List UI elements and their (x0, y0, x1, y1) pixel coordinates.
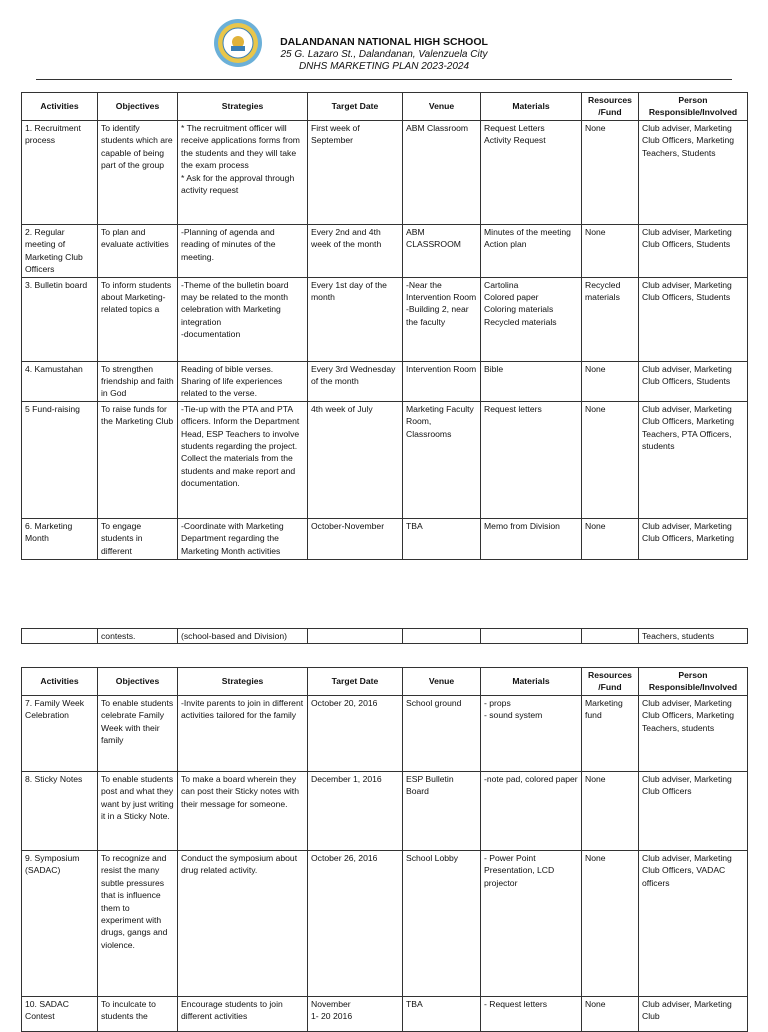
cell-objective: To raise funds for the Marketing Club (98, 401, 178, 518)
table-row (22, 772, 748, 851)
cell-venue: School Lobby (403, 851, 481, 997)
column-header-person-responsible: Person Responsible/Involved (639, 668, 748, 696)
cell-strategy: -Tie-up with the PTA and PTA officers. Inform the Department Head, ESP Teachers to involve students regarding the project. Collect the materials from the students and make report and documentation. (178, 401, 308, 518)
cell-venue: Intervention Room (403, 361, 481, 401)
cell-target-date: Every 3rd Wednesday of the month (308, 361, 403, 401)
column-header-target-date: Target Date (308, 668, 403, 696)
cell-materials: -note pad, colored paper (481, 772, 582, 851)
table-row (22, 121, 748, 225)
table-row (22, 851, 748, 997)
cell-objective: To strengthen friendship and faith in God (98, 361, 178, 401)
table-row (22, 401, 748, 518)
cell-target-date: October 26, 2016 (308, 851, 403, 997)
cell-materials: Memo from Division (481, 518, 582, 559)
cell-strategy: To make a board wherein they can post their Sticky notes with their message for someone. (178, 772, 308, 851)
cell-resources: None (582, 997, 639, 1032)
cell-activity: 5 Fund-raising (22, 401, 98, 518)
cell-target-date: Every 1st day of the month (308, 277, 403, 361)
cell-materials: Request Letters Activity Request (481, 121, 582, 225)
column-header-resources: Resources /Fund (582, 668, 639, 696)
cell-materials: - props - sound system (481, 696, 582, 772)
cell-venue: ESP Bulletin Board (403, 772, 481, 851)
school-name: DALANDANAN NATIONAL HIGH SCHOOL (280, 36, 488, 48)
cell-objective: To identify students which are capable of being part of the group (98, 121, 178, 225)
column-header-resources: Resources /Fund (582, 93, 639, 121)
cell-resources: None (582, 225, 639, 278)
cell-materials (481, 629, 582, 644)
table-row (22, 997, 748, 1032)
column-header-materials: Materials (481, 93, 582, 121)
cell-objective: contests. (98, 629, 178, 644)
marketing-plan-table-1 (21, 92, 748, 560)
column-header-objective: Objectives (98, 93, 178, 121)
table-header-row (22, 93, 748, 121)
cell-materials: Cartolina Colored paper Coloring materials Recycled materials (481, 277, 582, 361)
column-header-target-date: Target Date (308, 93, 403, 121)
cell-resources (582, 629, 639, 644)
cell-person-responsible: Club adviser, Marketing Club Officers, Students (639, 361, 748, 401)
cell-strategy: Reading of bible verses. Sharing of life experiences related to the verse. (178, 361, 308, 401)
cell-strategy: -Planning of agenda and reading of minutes of the meeting. (178, 225, 308, 278)
cell-objective: To enable students celebrate Family Week with their family (98, 696, 178, 772)
cell-materials: Bible (481, 361, 582, 401)
cell-activity: 7. Family Week Celebration (22, 696, 98, 772)
cell-materials: - Request letters (481, 997, 582, 1032)
cell-objective: To engage students in different (98, 518, 178, 559)
school-address: 25 G. Lazaro St., Dalandanan, Valenzuela City (280, 49, 488, 60)
cell-materials: - Power Point Presentation, LCD projector (481, 851, 582, 997)
cell-target-date: 4th week of July (308, 401, 403, 518)
cell-person-responsible: Club adviser, Marketing Club Officers, Marketing Teachers, Students (639, 121, 748, 225)
cell-target-date: November 1- 20 2016 (308, 997, 403, 1032)
column-header-strategy: Strategies (178, 668, 308, 696)
cell-objective: To inform students about Marketing-related topics a (98, 277, 178, 361)
continuation-row-table (21, 628, 748, 644)
cell-strategy: Encourage students to join different activities (178, 997, 308, 1032)
cell-resources: None (582, 401, 639, 518)
table-row (22, 277, 748, 361)
cell-strategy: Conduct the symposium about drug related activity. (178, 851, 308, 997)
cell-person-responsible: Club adviser, Marketing Club (639, 997, 748, 1032)
column-header-venue: Venue (403, 93, 481, 121)
cell-venue: TBA (403, 997, 481, 1032)
cell-strategy: -Invite parents to join in different activities tailored for the family (178, 696, 308, 772)
column-header-activity: Activities (22, 668, 98, 696)
cell-person-responsible: Club adviser, Marketing Club Officers, Students (639, 225, 748, 278)
cell-objective: To enable students post and what they want by just writing it in a Sticky Note. (98, 772, 178, 851)
cell-resources: None (582, 361, 639, 401)
column-header-activity: Activities (22, 93, 98, 121)
table-row (22, 225, 748, 278)
cell-materials: Minutes of the meeting Action plan (481, 225, 582, 278)
table-row (22, 696, 748, 772)
table-row (22, 518, 748, 559)
cell-person-responsible: Club adviser, Marketing Club Officers, Marketing Teachers, students (639, 696, 748, 772)
header-divider (36, 79, 732, 80)
cell-strategy: -Theme of the bulletin board may be related to the month celebration with Marketing integration -documentation (178, 277, 308, 361)
cell-target-date: December 1, 2016 (308, 772, 403, 851)
column-header-objective: Objectives (98, 668, 178, 696)
cell-venue: Marketing Faculty Room, Classrooms (403, 401, 481, 518)
cell-resources: Recycled materials (582, 277, 639, 361)
cell-venue: -Near the Intervention Room -Building 2, near the faculty (403, 277, 481, 361)
cell-activity: 8. Sticky Notes (22, 772, 98, 851)
cell-resources: None (582, 851, 639, 997)
cell-objective: To inculcate to students the (98, 997, 178, 1032)
cell-materials: Request letters (481, 401, 582, 518)
cell-person-responsible: Teachers, students (639, 629, 748, 644)
cell-target-date: Every 2nd and 4th week of the month (308, 225, 403, 278)
cell-strategy: -Coordinate with Marketing Department regarding the Marketing Month activities (178, 518, 308, 559)
cell-venue: ABM CLASSROOM (403, 225, 481, 278)
cell-activity: 1. Recruitment process (22, 121, 98, 225)
cell-target-date: First week of September (308, 121, 403, 225)
cell-objective: To plan and evaluate activities (98, 225, 178, 278)
cell-strategy: * The recruitment officer will receive applications forms from the students and they will take the exam process * Ask for the approval through activity request (178, 121, 308, 225)
column-header-venue: Venue (403, 668, 481, 696)
column-header-person-responsible: Person Responsible/Involved (639, 93, 748, 121)
cell-person-responsible: Club adviser, Marketing Club Officers, Marketing (639, 518, 748, 559)
cell-activity: 2. Regular meeting of Marketing Club Officers (22, 225, 98, 278)
cell-person-responsible: Club adviser, Marketing Club Officers (639, 772, 748, 851)
cell-activity: 3. Bulletin board (22, 277, 98, 361)
cell-venue (403, 629, 481, 644)
plan-title: DNHS MARKETING PLAN 2023-2024 (298, 61, 470, 72)
cell-activity: 4. Kamustahan (22, 361, 98, 401)
cell-resources: Marketing fund (582, 696, 639, 772)
cell-venue: School ground (403, 696, 481, 772)
cell-person-responsible: Club adviser, Marketing Club Officers, Marketing Teachers, PTA Officers, students (639, 401, 748, 518)
cell-resources: None (582, 772, 639, 851)
table-header-row (22, 668, 748, 696)
cell-activity: 10. SADAC Contest (22, 997, 98, 1032)
cell-person-responsible: Club adviser, Marketing Club Officers, VADAC officers (639, 851, 748, 997)
cell-activity (22, 629, 98, 644)
column-header-materials: Materials (481, 668, 582, 696)
marketing-plan-table-2 (21, 667, 748, 1032)
cell-person-responsible: Club adviser, Marketing Club Officers, Students (639, 277, 748, 361)
cell-venue: TBA (403, 518, 481, 559)
column-header-strategy: Strategies (178, 93, 308, 121)
cell-activity: 6. Marketing Month (22, 518, 98, 559)
cell-objective: To recognize and resist the many subtle pressures that is influence them to experiment with drugs, gangs and violence. (98, 851, 178, 997)
cell-target-date (308, 629, 403, 644)
cell-strategy: (school-based and Division) (178, 629, 308, 644)
table-row (22, 361, 748, 401)
cell-resources: None (582, 121, 639, 225)
cell-target-date: October-November (308, 518, 403, 559)
table-row (22, 629, 748, 644)
document-header (0, 0, 768, 82)
cell-venue: ABM Classroom (403, 121, 481, 225)
cell-activity: 9. Symposium (SADAC) (22, 851, 98, 997)
cell-resources: None (582, 518, 639, 559)
cell-target-date: October 20, 2016 (308, 696, 403, 772)
